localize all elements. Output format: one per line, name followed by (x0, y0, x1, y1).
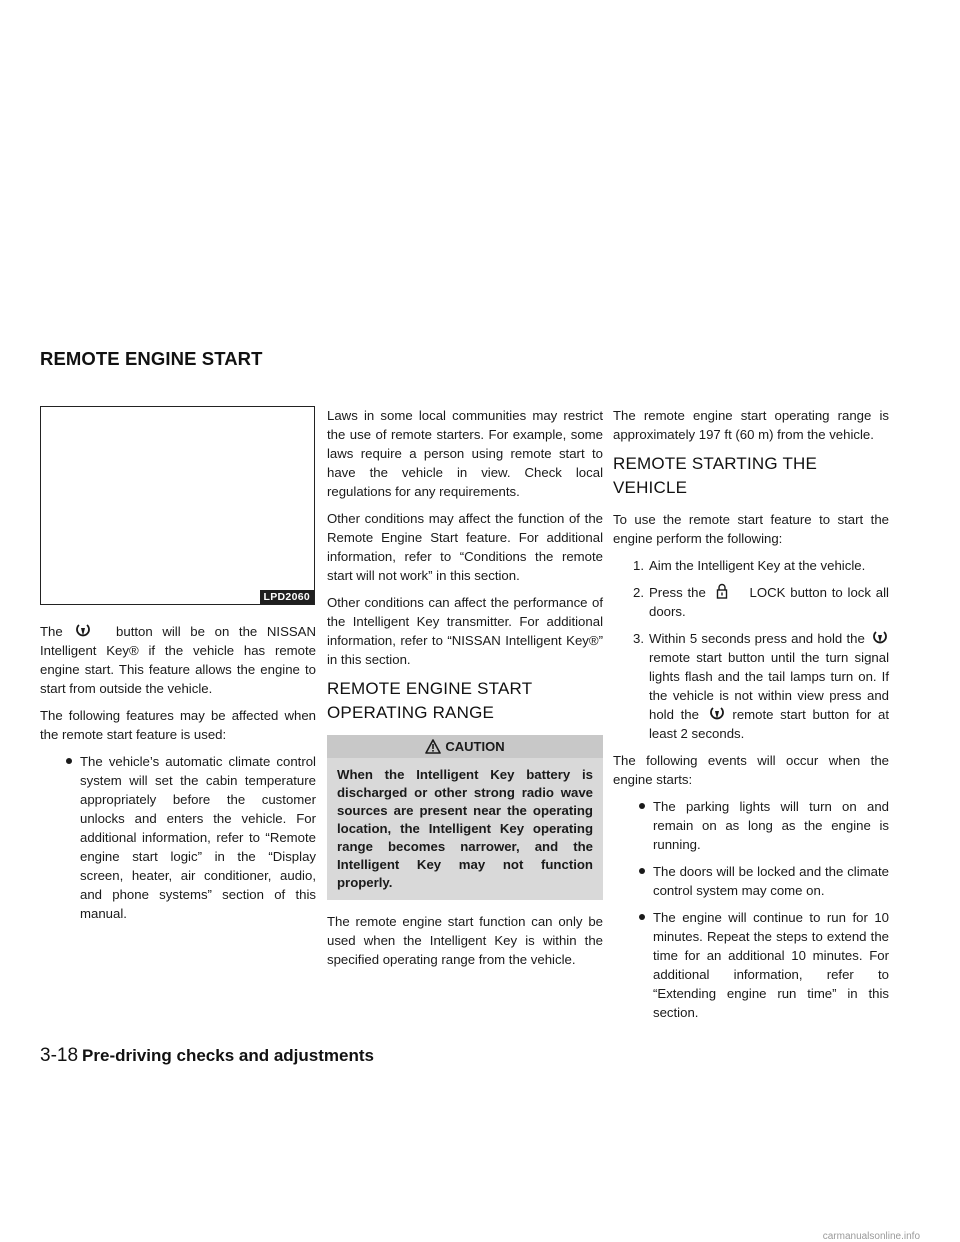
paragraph: The following events will occur when the engine starts: (613, 753, 889, 787)
watermark: carmanualsonline.info (822, 1231, 920, 1242)
page-footer (40, 1044, 374, 1068)
caution-text: When the Intelligent Key battery is discharged or other strong radio wave sources are present near the operating location, the Intelligent Key operating range becomes narrower, and the Intelligent Key may not function properly. (337, 767, 593, 890)
warning-triangle-icon (425, 739, 441, 754)
figure-label: LPD2060 (260, 590, 314, 604)
paragraph: Other conditions can affect the performance of the Intelligent Key transmitter. For additional information, refer to “NISSAN Intelligent Key®” in this section. (327, 595, 603, 667)
list-item: The parking lights will turn on and remain on as long as the engine is running. (639, 797, 889, 854)
list-item: 1. Aim the Intelligent Key at the vehicle. (633, 558, 866, 573)
caution-box (327, 735, 603, 900)
remote-start-icon (76, 622, 90, 638)
column-1 (40, 622, 316, 931)
figure-placeholder (40, 406, 315, 605)
intro-paragraph: The button will be on the NISSAN Intelligent Key® if the vehicle has remote engine start. This feature allows the engine to start from outside the vehicle. (40, 624, 317, 696)
list-item: The vehicle’s automatic climate control system will set the cabin temperature appropriately before the customer unlocks and enters the vehicle. For additional information, refer to “Remote engine start logic” in the “Display screen, heater, air conditioner, audio, and phone systems” section of this manual. (66, 752, 316, 923)
lock-icon (715, 583, 729, 599)
column-2 (327, 406, 603, 977)
column-3 (613, 406, 889, 1030)
paragraph: The remote engine start operating range is approximately 197 ft (60 m) from the vehicle. (613, 408, 889, 442)
steps-list (613, 556, 889, 743)
paragraph: The remote engine start function can only be used when the Intelligent Key is within the specified operating range from the vehicle. (327, 914, 603, 967)
features-list (40, 752, 316, 923)
subsection-heading: REMOTE ENGINE START OPERATING RANGE (327, 679, 532, 722)
chapter-title: Pre-driving checks and adjustments (82, 1046, 374, 1065)
list-item: The engine will continue to run for 10 minutes. Repeat the steps to extend the time for an additional 10 minutes. For additional information, refer to “Extending engine run time” in this section. (639, 908, 889, 1022)
paragraph: Other conditions may affect the function of the Remote Engine Start feature. For additional information, refer to “Conditions the remote start will not work” in this section. (327, 511, 603, 583)
page-number: 3-18 (40, 1045, 79, 1066)
events-list (613, 797, 889, 1022)
section-title: REMOTE ENGINE START (40, 348, 263, 369)
remote-start-icon (873, 629, 887, 645)
list-item: The doors will be locked and the climate control system may come on. (639, 862, 889, 900)
remote-start-icon (710, 705, 724, 721)
caution-header: CAUTION (327, 735, 603, 758)
list-item: 2. Press the LOCK button to lock all doors. (633, 585, 889, 619)
features-intro: The following features may be affected when the remote start feature is used: (40, 708, 316, 742)
paragraph: To use the remote start feature to start the engine perform the following: (613, 512, 889, 546)
subsection-heading: REMOTE STARTING THE VEHICLE (613, 454, 818, 497)
paragraph: Laws in some local communities may restrict the use of remote starters. For example, some laws require a person using remote start to have the vehicle in view. Check local regulations for any requirements. (327, 408, 603, 499)
list-item: 3. Within 5 seconds press and hold the remote start button until the turn signal lights flash and the tail lamps turn on. If the vehicle is not within view press and hold the remote start button for at least 2 seconds. (633, 631, 889, 741)
